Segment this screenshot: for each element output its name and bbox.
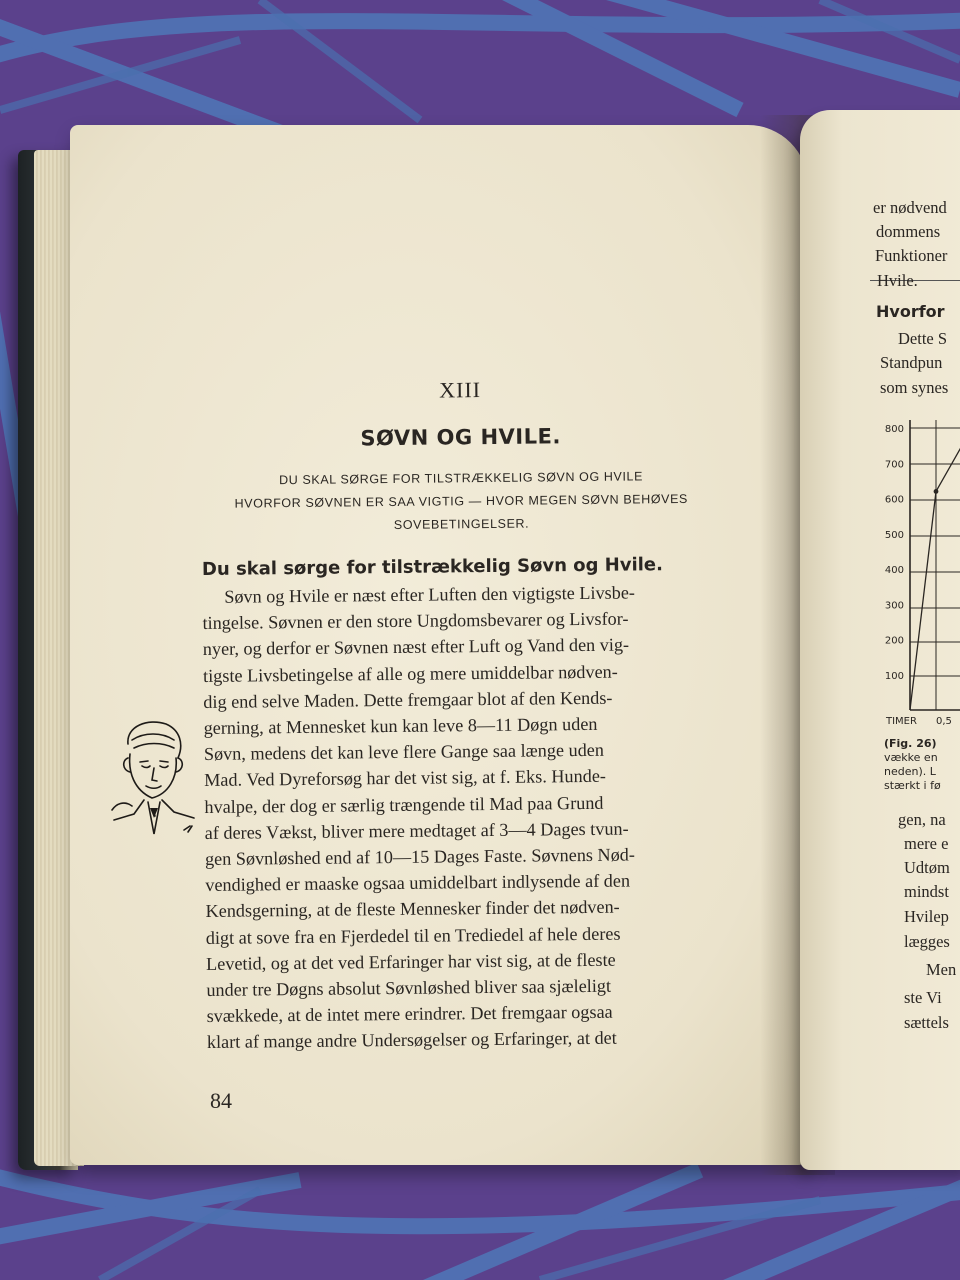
right-page-line: som synes [880, 378, 949, 397]
figure-caption-line: (Fig. 26) [884, 737, 937, 750]
text-line: Mad. Ved Dyreforsøg har det vist sig, at f. Eks. Hunde- [204, 766, 607, 791]
summary-line: HVORFOR SØVNEN ER SAA VIGTIG — HVOR MEGEN SØVN BEHØVES [234, 491, 689, 511]
right-page-line: mindst [904, 882, 949, 901]
section-heading: Du skal sørge for tilstrækkelig Søvn og Hvile. [201, 554, 664, 580]
y-tick-label: 700 [884, 459, 904, 471]
text-line: hvalpe, der dog er særlig trængende til Mad paa Grund [204, 792, 604, 817]
right-page-line: Standpun [880, 353, 943, 372]
right-page-line: Funktioner [875, 246, 948, 265]
text-line: tingelse. Søvnen er den store Ungdomsbevarer og Livsfor- [202, 608, 629, 634]
x-tick-label: 0,5 [936, 716, 952, 727]
series-line [910, 435, 960, 710]
body-text [202, 579, 727, 1056]
text-line: gerning, at Mennesket kun kan leve 8—11 Døgn uden [203, 713, 598, 738]
page-number: 84 [210, 1088, 232, 1113]
text-line: digt at sove fra en Fjerdedel til en Trediedel af hele deres [205, 923, 621, 948]
x-axis-label: TIMER [886, 716, 917, 727]
text-line: tigste Livsbetingelse af alle og mere umiddelbar nødven- [202, 661, 618, 686]
summary-line: SOVEBETINGELSER. [393, 516, 530, 532]
text-line: vendighed er maaske ogsaa umiddelbart indlysende af den [205, 870, 631, 896]
sleep-chart [878, 410, 960, 740]
text-line: gen Søvnløshed end af 10—15 Dages Faste. Søvnens Nød- [204, 844, 635, 870]
right-page-line: mere e [904, 834, 949, 853]
right-page-line: er nødvend [873, 198, 947, 217]
right-page-line: Udtøm [904, 858, 950, 877]
y-tick-label: 300 [884, 600, 904, 612]
right-page-line: Hvile. [877, 271, 918, 290]
summary-line: DU SKAL SØRGE FOR TILSTRÆKKELIG SØVN OG HVILE [279, 469, 644, 488]
chapter-title: SØVN OG HVILE. [360, 424, 561, 451]
text-line: af deres Vækst, bliver mere medtaget af 3—4 Dages tvun- [204, 818, 629, 843]
right-page-line: Men [926, 960, 957, 979]
figure-caption-line: vække en [884, 751, 938, 764]
text-line: under tre Døgns absolut Søvnløshed bliver saa sjæleligt [206, 975, 612, 1001]
right-page-line: Dette S [898, 329, 948, 348]
right-page-line: dommens [876, 222, 941, 241]
y-tick-label: 600 [884, 494, 904, 506]
right-page-line: lægges [904, 932, 950, 951]
text-line: Søvn og Hvile er næst efter Luften den vigtigste Livsbe- [224, 582, 636, 607]
text-line: nyer, og derfor er Søvnen næst efter Luft og Vand den vig- [202, 634, 630, 660]
left-page-content [200, 375, 727, 1056]
y-tick-label: 200 [884, 635, 904, 647]
text-line: Kendsgerning, at de fleste Mennesker finder det nødven- [205, 897, 620, 922]
y-tick-label: 800 [884, 424, 904, 435]
text-line: klart af mange andre Undersøgelser og Erfaringer, at det [206, 1028, 617, 1053]
y-tick-label: 500 [884, 529, 904, 541]
figure-caption-line: stærkt i fø [884, 779, 941, 792]
right-page-heading: Hvorfor [876, 302, 945, 321]
text-line: Levetid, og at det ved Erfaringer har vist sig, at de fleste [206, 949, 616, 974]
text-line: dig end selve Maden. Dette fremgaar blot af den Kends- [203, 687, 613, 712]
text-line: Søvn, medens det kan leve flere Gange saa længe uden [203, 740, 605, 765]
portrait-sketch-illustration [104, 714, 200, 842]
chapter-summary [201, 465, 722, 539]
right-page-line: sættels [904, 1013, 949, 1032]
text-line: svækkede, at de intet mere erindrer. Det fremgaar ogsaa [206, 1001, 613, 1027]
right-page-line: Hvilep [904, 907, 949, 926]
y-tick-label: 100 [884, 670, 904, 682]
right-page-line: gen, na [898, 810, 946, 829]
right-page-line: ste Vi [904, 988, 942, 1007]
figure-caption-line: neden). L [884, 765, 936, 778]
data-point [934, 489, 939, 494]
chapter-number: XIII [439, 377, 482, 403]
y-tick-label: 400 [884, 565, 904, 576]
